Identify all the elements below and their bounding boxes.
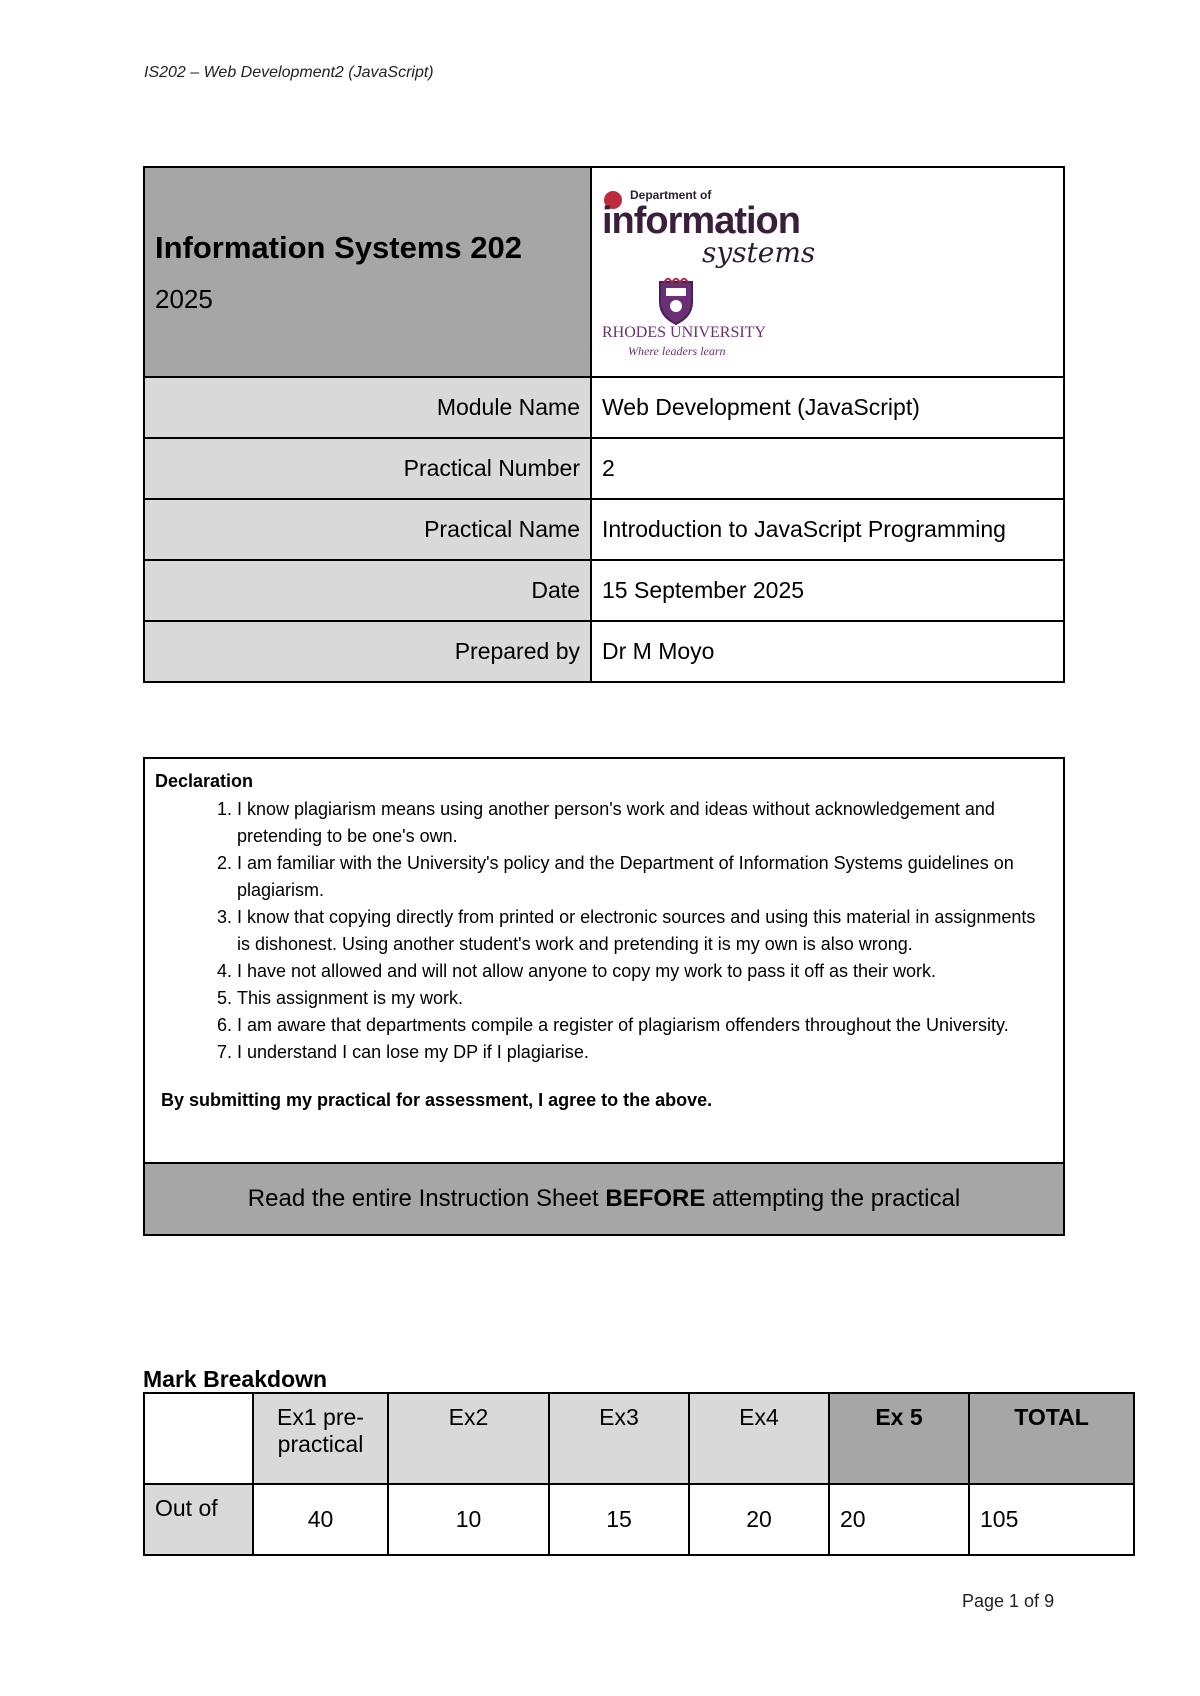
header-cell: Ex2 xyxy=(388,1393,549,1484)
title-block-table xyxy=(143,166,1065,683)
declaration-item: 3. I know that copying directly from printed or electronic sources and using this material in assignments is dishonest. Using another student's work and pretending it is my own is also wrong. xyxy=(237,904,1047,958)
meta-value: 2 xyxy=(591,438,1064,499)
mark-cell: 105 xyxy=(969,1484,1134,1555)
declaration-body xyxy=(145,759,1063,1162)
declaration-title: Declaration xyxy=(155,771,254,791)
mark-cell: 20 xyxy=(689,1484,829,1555)
row-label: Out of xyxy=(144,1484,253,1555)
logo-word-information: information xyxy=(602,200,800,242)
mark-breakdown-table xyxy=(143,1392,1135,1556)
meta-label: Prepared by xyxy=(144,621,591,682)
meta-label: Date xyxy=(144,560,591,621)
meta-label: Module Name xyxy=(144,377,591,438)
mark-cell: 15 xyxy=(549,1484,689,1555)
course-title-cell xyxy=(144,167,591,377)
meta-value: 15 September 2025 xyxy=(591,560,1064,621)
logo-university-name: RHODES UNIVERSITY xyxy=(602,324,766,341)
meta-value: Web Development (JavaScript) xyxy=(591,377,1064,438)
course-title: Information Systems 202 xyxy=(155,229,522,265)
meta-label: Practical Name xyxy=(144,499,591,560)
logo-dept-line: Department of xyxy=(630,188,712,202)
mark-breakdown-title: Mark Breakdown xyxy=(143,1366,328,1392)
department-logo xyxy=(602,178,842,368)
page-number: Page 1 of 9 xyxy=(962,1591,1055,1611)
header-cell: Ex 5 xyxy=(829,1393,969,1484)
mark-cell: 10 xyxy=(388,1484,549,1555)
declaration-box xyxy=(143,757,1065,1236)
mark-cell: 40 xyxy=(253,1484,388,1555)
declaration-item: 2. I am familiar with the University's policy and the Department of Information Systems guidelines on plagiarism. xyxy=(237,850,1047,904)
declaration-list xyxy=(155,796,1047,1066)
declaration-item: 1. I know plagiarism means using another person's work and ideas without acknowledgement and pretending to be one's own. xyxy=(237,796,1047,850)
logo-cell xyxy=(591,167,1064,377)
header-cell: Ex1 pre-practical xyxy=(253,1393,388,1484)
university-crest-icon xyxy=(656,278,696,326)
header-cell: Ex3 xyxy=(549,1393,689,1484)
running-header: IS202 – Web Development2 (JavaScript) xyxy=(144,64,434,81)
logo-word-systems: systems xyxy=(702,236,816,269)
meta-value: Dr M Moyo xyxy=(591,621,1064,682)
declaration-item: 7. I understand I can lose my DP if I plagiarise. xyxy=(237,1039,1047,1066)
banner-text-after: attempting the practical xyxy=(705,1185,961,1212)
header-cell: Ex4 xyxy=(689,1393,829,1484)
logo-tagline: Where leaders learn xyxy=(628,344,726,358)
header-cell: TOTAL xyxy=(969,1393,1134,1484)
course-year: 2025 xyxy=(155,283,213,314)
declaration-item: 6. I am aware that departments compile a register of plagiarism offenders throughout the University. xyxy=(237,1012,1047,1039)
banner-text-bold: BEFORE xyxy=(605,1185,706,1212)
banner-text-before: Read the entire Instruction Sheet xyxy=(247,1185,606,1212)
meta-value: Introduction to JavaScript Programming xyxy=(591,499,1064,560)
meta-label: Practical Number xyxy=(144,438,591,499)
declaration-item: 4. I have not allowed and will not allow anyone to copy my work to pass it off as their work. xyxy=(237,958,1047,985)
header-blank xyxy=(144,1393,253,1484)
mark-cell: 20 xyxy=(829,1484,969,1555)
submission-statement: By submitting my practical for assessment, I agree to the above. xyxy=(161,1090,713,1110)
declaration-item: 5. This assignment is my work. xyxy=(237,985,1047,1012)
instruction-banner xyxy=(145,1162,1063,1234)
